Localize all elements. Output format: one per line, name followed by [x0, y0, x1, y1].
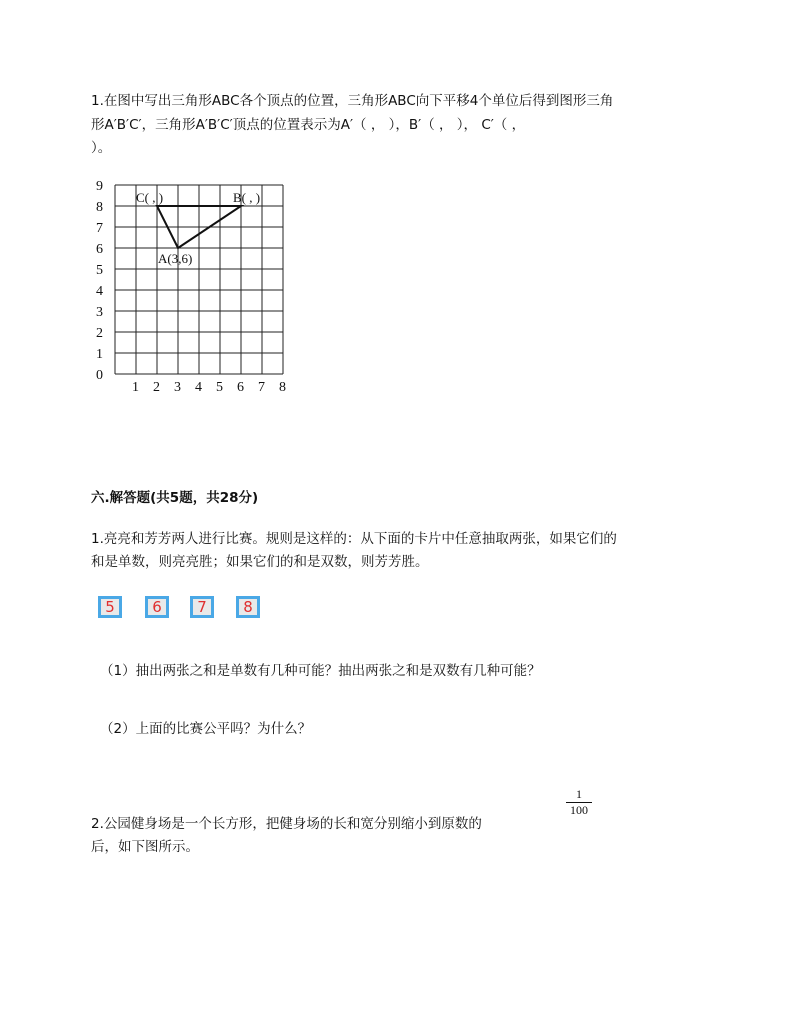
y-tick-label: 4: [96, 284, 103, 299]
fraction-numerator: 1: [576, 787, 582, 801]
sub-question-1: （1）抽出两张之和是单数有几种可能？抽出两张之和是双数有几种可能？: [100, 663, 541, 679]
card-7: 7: [190, 596, 214, 618]
q1-line-1: 1.在图中写出三角形ABC各个顶点的位置，三角形ABC向下平移4个单位后得到图形三角: [91, 93, 614, 109]
fraction-1-100: [566, 788, 592, 817]
card-8: 8: [236, 596, 260, 618]
y-tick-label: 1: [96, 347, 103, 362]
y-tick-label: 9: [96, 179, 103, 194]
coordinate-grid: [88, 170, 298, 395]
card-6: 6: [145, 596, 169, 618]
point-c-label: C( , ): [136, 190, 164, 205]
y-tick-label: 6: [96, 242, 103, 257]
y-tick-label: 3: [96, 305, 103, 320]
q1-line-2: 形A′B′C′，三角形A′B′C′顶点的位置表示为A′（ ， ），B′（ ， ）， C′（ ，: [91, 117, 526, 133]
x-tick-label: 6: [237, 380, 244, 395]
x-tick-label: 7: [258, 380, 265, 395]
section-title: 六.解答题(共5题，共28分): [91, 490, 259, 506]
y-tick-label: 2: [96, 326, 103, 341]
p1-line-1: 1.亮亮和芳芳两人进行比赛。规则是这样的：从下面的卡片中任意抽取两张，如果它们的: [91, 531, 617, 547]
y-tick-label: 0: [96, 368, 103, 383]
p2-line-1: 2.公园健身场是一个长方形，把健身场的长和宽分别缩小到原数的: [91, 816, 482, 832]
y-tick-label: 5: [96, 263, 103, 278]
sub-question-2: （2）上面的比赛公平吗？为什么？: [100, 721, 312, 737]
x-tick-label: 5: [216, 380, 223, 395]
fraction-denominator: 100: [570, 803, 588, 817]
point-b-label: B( , ): [233, 190, 261, 205]
p2-line-2: 后，如下图所示。: [91, 839, 199, 855]
y-tick-label: 7: [96, 221, 103, 236]
x-tick-label: 4: [195, 380, 202, 395]
x-tick-label: 1: [132, 380, 139, 395]
y-tick-label: 8: [96, 200, 103, 215]
point-a-label: A(3,6): [158, 251, 193, 266]
x-tick-label: 3: [174, 380, 181, 395]
p1-line-2: 和是单数，则亮亮胜；如果它们的和是双数，则芳芳胜。: [91, 554, 429, 570]
x-tick-label: 2: [153, 380, 160, 395]
card-5: 5: [98, 596, 122, 618]
q1-line-3: ）。: [91, 140, 112, 156]
x-tick-label: 8: [279, 380, 286, 395]
